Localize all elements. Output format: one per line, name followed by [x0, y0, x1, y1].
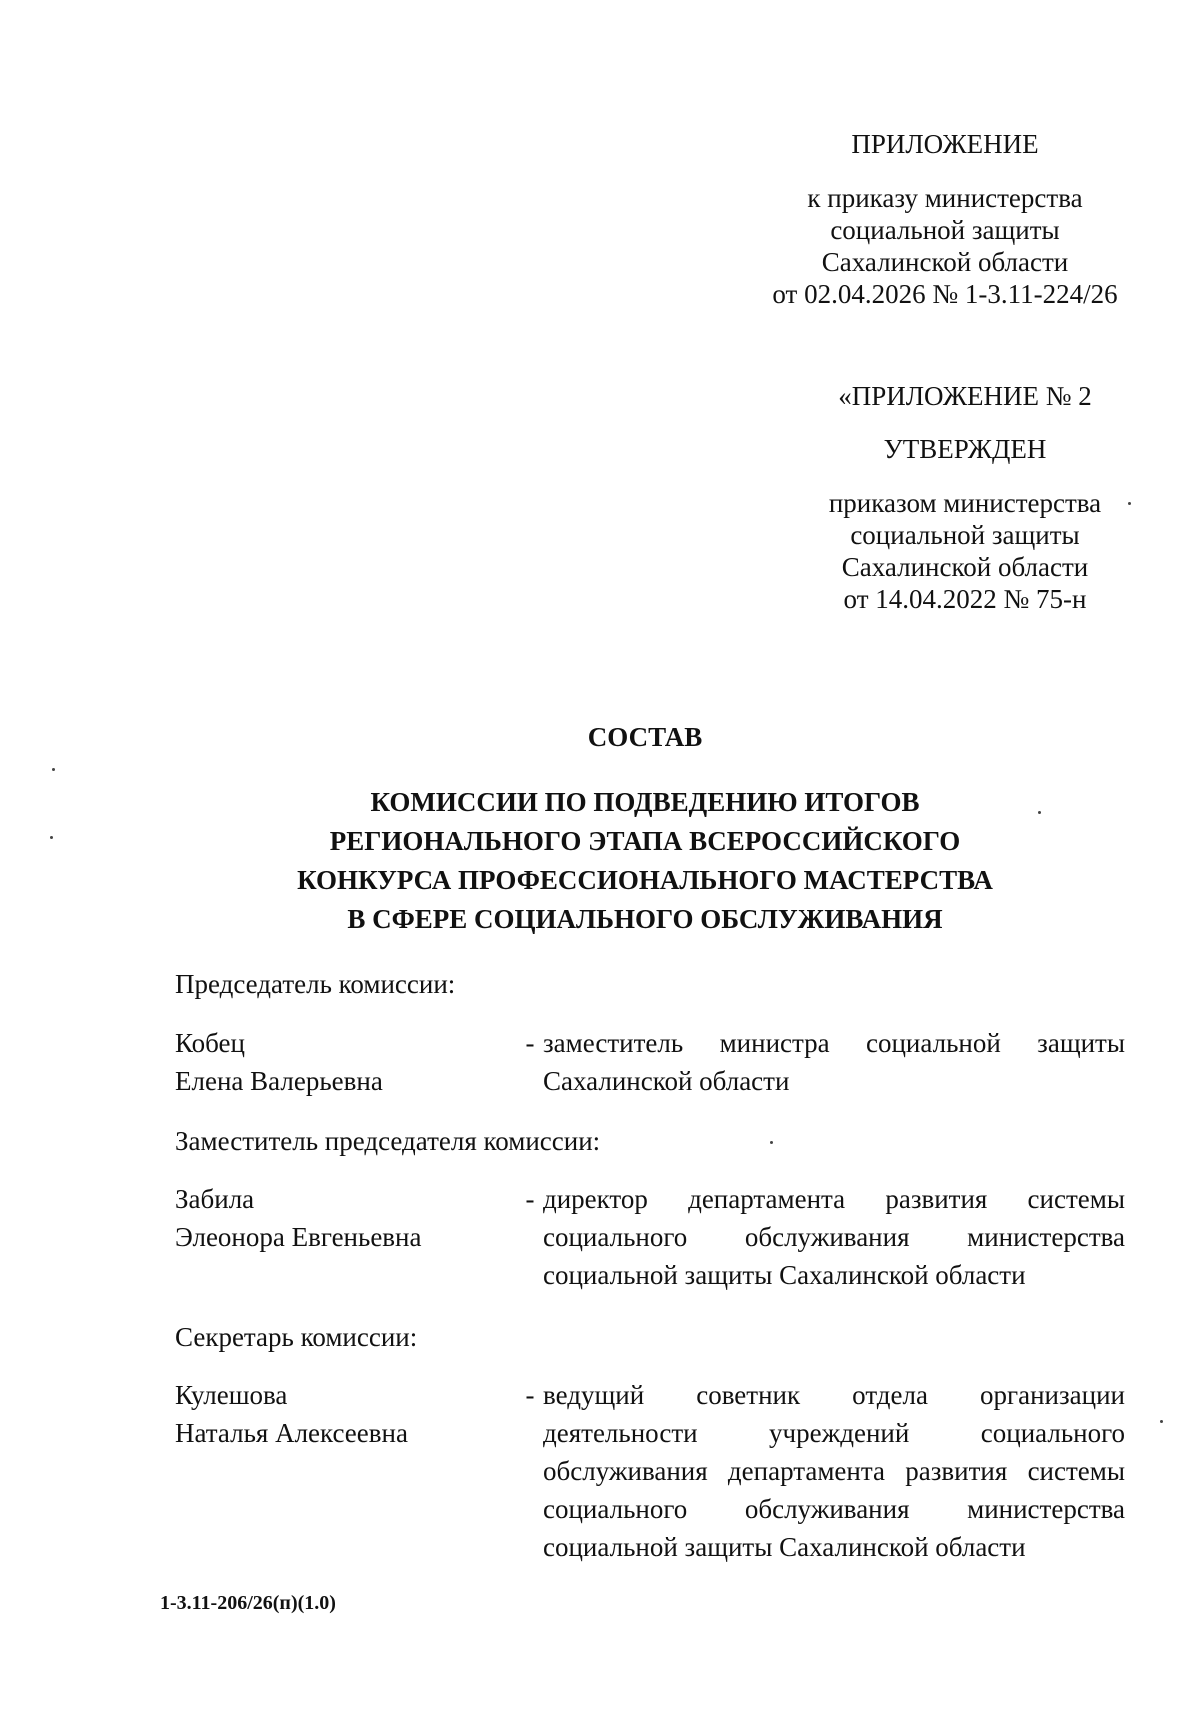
member-position: ведущий советник отдела организации деятельности учреждений социального обслуживания департамента развития системы социального обслуживания министерства социальной защиты Сахалинской области — [543, 1380, 1125, 1562]
document-code: 1-3.11-206/26(п)(1.0) — [160, 1592, 336, 1614]
appendix-2-title: «ПРИЛОЖЕНИЕ № 2 — [838, 381, 1092, 411]
scan-speck — [52, 768, 55, 771]
appendix-line: к приказу министерства — [807, 183, 1083, 213]
role-secretary: Секретарь комиссии: — [175, 1322, 418, 1352]
document-title — [170, 718, 1120, 939]
appendix-title: ПРИЛОЖЕНИЕ — [851, 129, 1039, 159]
title-main: СОСТАВ — [587, 722, 703, 752]
appendix-order-date: от 02.04.2026 № 1-3.11-224/26 — [772, 279, 1118, 309]
member-position: директор департамента развития системы социального обслуживания министерства социальной защиты Сахалинской области — [543, 1184, 1125, 1290]
appendix-header — [730, 128, 1160, 310]
approved-line: социальной защиты — [850, 520, 1080, 550]
member-surname: Кулешова — [175, 1380, 288, 1410]
member-surname: Забила — [175, 1184, 255, 1214]
appendix-line: Сахалинской области — [821, 247, 1069, 277]
scan-speck — [1160, 1420, 1163, 1423]
dash-separator: - — [525, 1380, 535, 1410]
member-position: заместитель министра социальной защиты Сахалинской области — [543, 1028, 1125, 1096]
dash-separator: - — [525, 1028, 535, 1058]
approved-order-date: от 14.04.2022 № 75-н — [843, 584, 1087, 614]
scan-speck — [1128, 502, 1131, 505]
member-given-names: Элеонора Евгеньевна — [175, 1222, 422, 1252]
role-chairman: Председатель комиссии: — [175, 969, 456, 999]
title-line: КОНКУРСА ПРОФЕССИОНАЛЬНОГО МАСТЕРСТВА — [297, 865, 993, 895]
member-given-names: Наталья Алексеевна — [175, 1418, 408, 1448]
scan-speck — [50, 836, 53, 839]
approved-label: УТВЕРЖДЕН — [883, 434, 1047, 464]
member-name — [175, 1024, 505, 1100]
title-line: В СФЕРЕ СОЦИАЛЬНОГО ОБСЛУЖИВАНИЯ — [347, 904, 943, 934]
title-line: КОМИССИИ ПО ПОДВЕДЕНИЮ ИТОГОВ — [370, 787, 920, 817]
appendix-line: социальной защиты — [830, 215, 1060, 245]
member-name — [175, 1376, 505, 1452]
member-given-names: Елена Валерьевна — [175, 1066, 383, 1096]
scan-speck — [1038, 811, 1041, 814]
role-deputy-chairman: Заместитель председателя комиссии: — [175, 1126, 601, 1156]
scan-speck — [770, 1141, 773, 1144]
member-surname: Кобец — [175, 1028, 245, 1058]
appendix-2-header — [800, 380, 1130, 615]
approved-line: Сахалинской области — [841, 552, 1089, 582]
member-name — [175, 1180, 505, 1256]
title-line: РЕГИОНАЛЬНОГО ЭТАПА ВСЕРОССИЙСКОГО — [329, 826, 961, 856]
approved-line: приказом министерства — [828, 488, 1102, 518]
dash-separator: - — [525, 1184, 535, 1214]
